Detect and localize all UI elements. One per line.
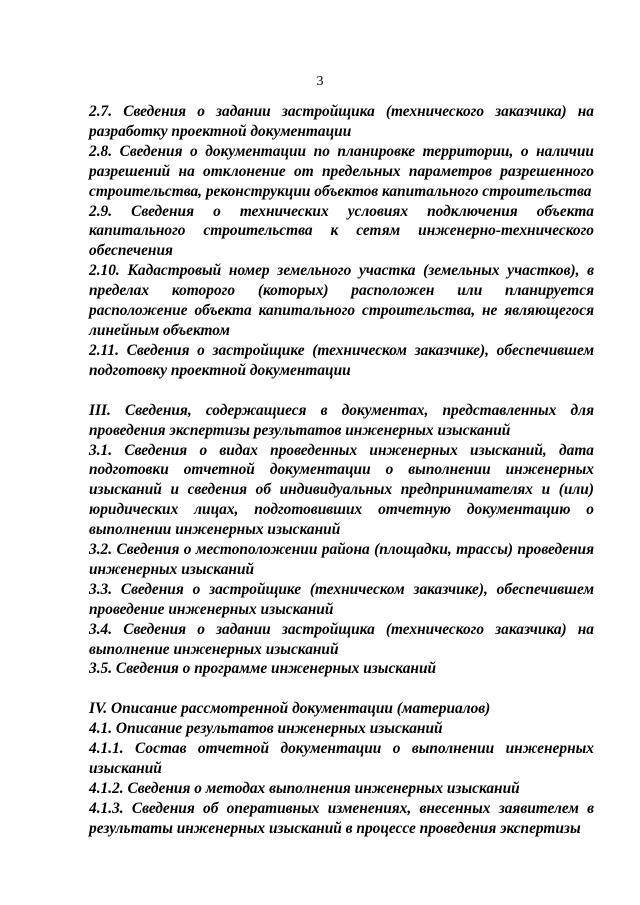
document-body <box>89 102 594 839</box>
section-spacer <box>89 679 594 699</box>
section-item-2-7: 2.7. Сведения о задании застройщика (технического заказчика) на разработку проектной документации <box>89 103 594 140</box>
section-item-4-1-1: 4.1.1. Состав отчетной документации о выполнении инженерных изысканий <box>89 740 594 778</box>
section-item-2-9: 2.9. Сведения о технических условиях подключения объекта капитального строительства к сетям инженерно-технического обеспечения <box>89 202 594 260</box>
section-item-2-10: 2.10. Кадастровый номер земельного участка (земельных участков), в пределах которого (которых) расположен или планируется расположение объекта капитального строительства, не являющегося линейным объектом <box>89 262 594 339</box>
section-engineering-surveys <box>89 401 594 680</box>
section-item-2-11: 2.11. Сведения о застройщике (техническом заказчике), обеспечившем подготовку проектной документации <box>89 341 594 379</box>
section-item-3-5: 3.5. Сведения о программе инженерных изысканий <box>89 660 437 678</box>
section-item-3-4: 3.4. Сведения о задании застройщика (технического заказчика) на выполнение инженерных изысканий <box>89 620 594 658</box>
section-item-4-1: 4.1. Описание результатов инженерных изысканий <box>89 720 443 738</box>
section-spacer <box>89 381 594 401</box>
section-heading-iv: IV. Описание рассмотренной документации (материалов) <box>89 700 491 718</box>
page-number: 3 <box>316 74 324 89</box>
section-item-4-1-2: 4.1.2. Сведения о методах выполнения инженерных изысканий <box>89 780 520 797</box>
section-item-3-1: 3.1. Сведения о видах проведенных инженерных изысканий, дата подготовки отчетной документации о выполнении инженерных изысканий и сведения об индивидуальных предпринимателях и (или) юридических лицах, подготовивших отчетную документацию о выполнении инженерных изысканий <box>89 441 594 539</box>
section-item-3-2: 3.2. Сведения о местоположении района (площадки, трассы) проведения инженерных изысканий <box>89 541 594 578</box>
section-item-3-3: 3.3. Сведения о застройщике (техническом заказчике), обеспечившем проведение инженерных изысканий <box>89 580 594 618</box>
section-item-4-1-3: 4.1.3. Сведения об оперативных изменениях, внесенных заявителем в результаты инженерных изысканий в процессе проведения экспертизы <box>89 799 594 837</box>
section-documentation-description <box>89 699 594 838</box>
section-item-2-8: 2.8. Сведения о документации по планировке территории, о наличии разрешений на отклонение от предельных параметров разрешенного строительства, реконструкции объектов капитального строительства <box>89 142 594 200</box>
section-project-documentation <box>89 102 594 381</box>
section-heading-iii: III. Сведения, содержащиеся в документах, представленных для проведения экспертизы результатов инженерных изысканий <box>89 401 594 439</box>
